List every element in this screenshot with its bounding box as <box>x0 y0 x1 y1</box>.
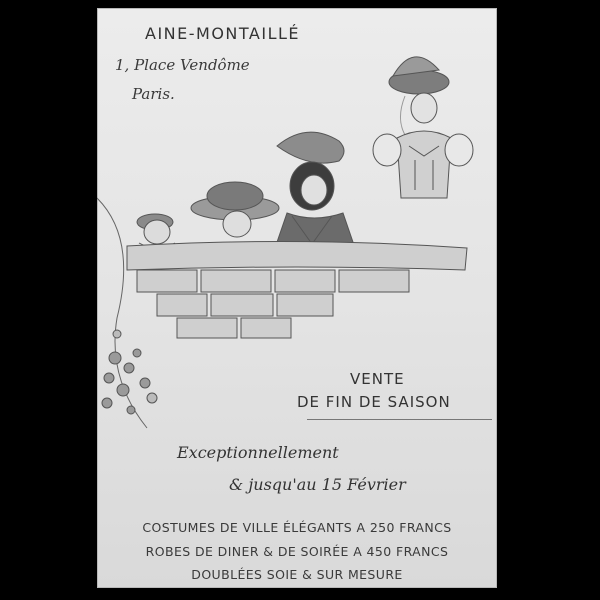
stone-wall <box>127 241 467 338</box>
woman-figure <box>275 132 355 248</box>
girl-figure <box>137 214 175 248</box>
ladies-behind-wall-illustration <box>97 38 497 438</box>
sale-title-line2: DE FIN DE SAISON <box>297 393 451 411</box>
notice-line1: Exceptionnellement <box>177 443 339 462</box>
address-city: Paris. <box>132 85 175 103</box>
notice-line2: & jusqu'au 15 Février <box>229 475 406 494</box>
woman-figure <box>373 57 473 198</box>
offer-line: COSTUMES DE VILLE ÉLÉGANTS A 250 FRANCS <box>142 520 452 535</box>
advertisement-card <box>97 8 497 588</box>
girl-figure <box>191 182 279 249</box>
offer-line: ROBES DE DINER & DE SOIRÉE A 450 FRANCS <box>145 544 449 559</box>
shop-name: AINE-MONTAILLÉ <box>145 24 301 43</box>
sale-title-line1: VENTE <box>350 370 405 388</box>
offer-line: DOUBLÉES SOIE & SUR MESURE <box>191 567 403 582</box>
address-street: 1, Place Vendôme <box>115 56 250 74</box>
divider <box>307 419 492 420</box>
